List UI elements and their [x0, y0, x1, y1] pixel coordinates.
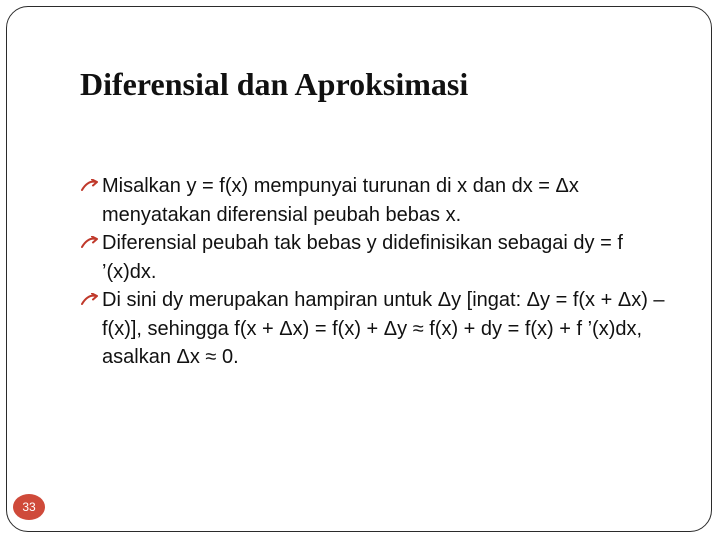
bullet-list	[80, 172, 680, 372]
bullet-item	[80, 172, 680, 229]
bullet-item	[80, 286, 680, 372]
curved-arrow-bullet-icon	[80, 172, 102, 201]
curved-arrow-bullet-icon	[80, 286, 102, 315]
bullet-text: Di sini dy merupakan hampiran untuk Δy [ingat: Δy = f(x + Δx) – f(x)], sehingga f(x + Δx) = f(x) + Δy ≈ f(x) + dy = f(x) + f ’(x)dx, asalkan Δx ≈ 0.	[102, 289, 665, 368]
slide-title: Diferensial dan Aproksimasi	[80, 66, 469, 102]
bullet-item	[80, 229, 680, 286]
page-number-badge: 33	[13, 494, 45, 520]
bullet-text: Misalkan y = f(x) mempunyai turunan di x dan dx = Δx menyatakan diferensial peubah bebas x.	[102, 175, 579, 226]
bullet-text: Diferensial peubah tak bebas y didefinisikan sebagai dy = f ’(x)dx.	[102, 232, 623, 283]
curved-arrow-bullet-icon	[80, 229, 102, 258]
